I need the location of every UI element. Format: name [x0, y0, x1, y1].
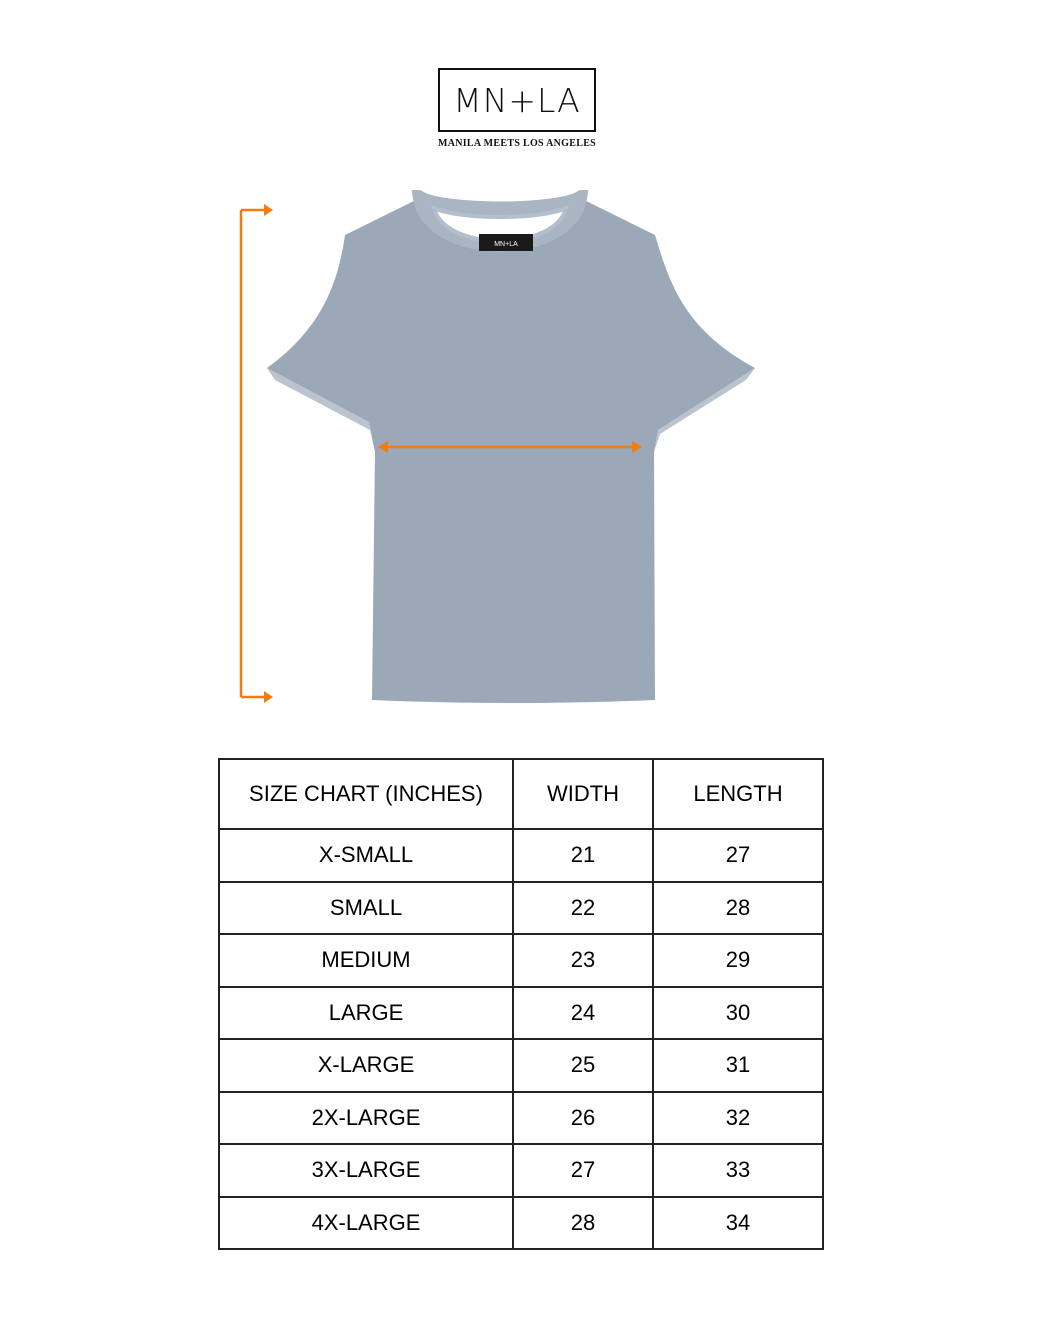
length-cell: 30: [653, 987, 823, 1040]
table-row: [219, 934, 823, 987]
width-cell: 21: [513, 829, 653, 882]
length-cell: 33: [653, 1144, 823, 1197]
width-cell: 26: [513, 1092, 653, 1145]
table-row: [219, 882, 823, 935]
width-cell: 28: [513, 1197, 653, 1250]
table-row: [219, 1144, 823, 1197]
table-row: [219, 829, 823, 882]
size-cell: 4X-LARGE: [219, 1197, 513, 1250]
logo-tagline: MANILA MEETS LOS ANGELES: [437, 138, 597, 149]
neck-label-text: MN+LA: [494, 241, 518, 248]
brand-logo: [438, 68, 596, 132]
size-cell: 3X-LARGE: [219, 1144, 513, 1197]
length-cell: 27: [653, 829, 823, 882]
length-cell: 28: [653, 882, 823, 935]
width-cell: 24: [513, 987, 653, 1040]
tshirt-shape: [267, 198, 755, 703]
width-cell: 25: [513, 1039, 653, 1092]
size-cell: X-LARGE: [219, 1039, 513, 1092]
length-cell: 34: [653, 1197, 823, 1250]
tshirt-illustration: [230, 190, 770, 710]
size-cell: X-SMALL: [219, 829, 513, 882]
size-chart-table: [218, 758, 824, 1250]
header-length: LENGTH: [653, 759, 823, 829]
header-width: WIDTH: [513, 759, 653, 829]
logo-wordmark: MN+LA: [453, 80, 581, 120]
tshirt-svg: [230, 190, 770, 710]
table-row: [219, 1039, 823, 1092]
table-row: [219, 1092, 823, 1145]
length-cell: 29: [653, 934, 823, 987]
size-cell: LARGE: [219, 987, 513, 1040]
size-cell: SMALL: [219, 882, 513, 935]
width-cell: 27: [513, 1144, 653, 1197]
length-cell: 32: [653, 1092, 823, 1145]
table-row: [219, 987, 823, 1040]
size-cell: 2X-LARGE: [219, 1092, 513, 1145]
length-arrow: [241, 204, 273, 703]
table-row: [219, 1197, 823, 1250]
header-size: SIZE CHART (INCHES): [219, 759, 513, 829]
width-cell: 23: [513, 934, 653, 987]
table-header-row: [219, 759, 823, 829]
size-cell: MEDIUM: [219, 934, 513, 987]
width-cell: 22: [513, 882, 653, 935]
length-cell: 31: [653, 1039, 823, 1092]
